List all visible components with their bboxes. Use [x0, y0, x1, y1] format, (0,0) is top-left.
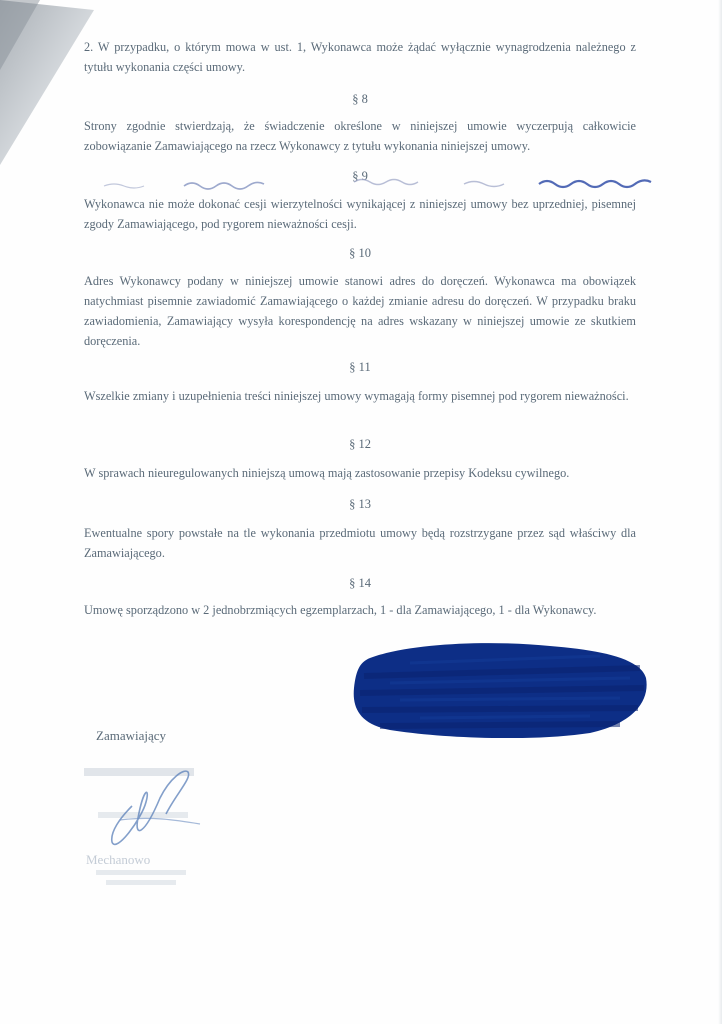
- paragraph-9: Wykonawca nie może dokonać cesji wierzytelności wynikającej z niniejszej umowy bez uprzedniej, pisemnej zgody Zamawiającego, pod rygorem nieważności cesji.: [84, 197, 636, 231]
- paragraph-10: Adres Wykonawcy podany w niniejszej umowie stanowi adres do doręczeń. Wykonawca ma obowiązek natychmiast pisemnie zawiadomić Zamawiającego o każdej zmianie adresu do doręczeń. W przypadku braku zawiadomienia, Zamawiający wysyła korespondencję na adres wskazany w niniejszej umowie ze skutkiem doręczenia.: [84, 274, 636, 348]
- signer-label-zamawiajacy: Zamawiający: [96, 728, 167, 743]
- section-heading-12: § 12: [349, 437, 371, 451]
- paragraph-12: W sprawach nieuregulowanych niniejszą umową mają zastosowanie przepisy Kodeksu cywilnego.: [84, 466, 570, 480]
- page-edge: [718, 0, 722, 1024]
- section-heading-11: § 11: [349, 360, 371, 374]
- redacted-signature-block: [350, 638, 650, 738]
- section-heading-8: § 8: [352, 92, 368, 106]
- faded-stamp-text: Mechanowo: [86, 852, 151, 867]
- section-heading-14: § 14: [349, 576, 371, 590]
- paragraph-8: Strony zgodnie stwierdzają, że świadczenie określone w niniejszej umowie wyczerpują całkowicie zobowiązanie Zamawiającego na rzecz Wykonawcy z tytułu wykonania niniejszej umowy.: [84, 119, 636, 153]
- section-heading-13: § 13: [349, 497, 371, 511]
- paragraph-11: Wszelkie zmiany i uzupełnienia treści niniejszej umowy wymagają formy pisemnej pod rygorem nieważności.: [84, 389, 629, 403]
- faded-stamp-and-signature: [80, 758, 220, 888]
- paragraph-7-2: 2. W przypadku, o którym mowa w ust. 1, Wykonawca może żądać wyłącznie wynagrodzenia należnego z tytułu wykonania części umowy.: [84, 40, 636, 74]
- paragraph-13: Ewentualne spory powstałe na tle wykonania przedmiotu umowy będą rozstrzygane przez sąd właściwy dla Zamawiającego.: [84, 526, 636, 560]
- section-heading-9: § 9: [352, 169, 368, 183]
- paragraph-14: Umowę sporządzono w 2 jednobrzmiących egzemplarzach, 1 - dla Zamawiającego, 1 - dla Wykonawcy.: [84, 603, 597, 617]
- section-heading-10: § 10: [349, 246, 371, 260]
